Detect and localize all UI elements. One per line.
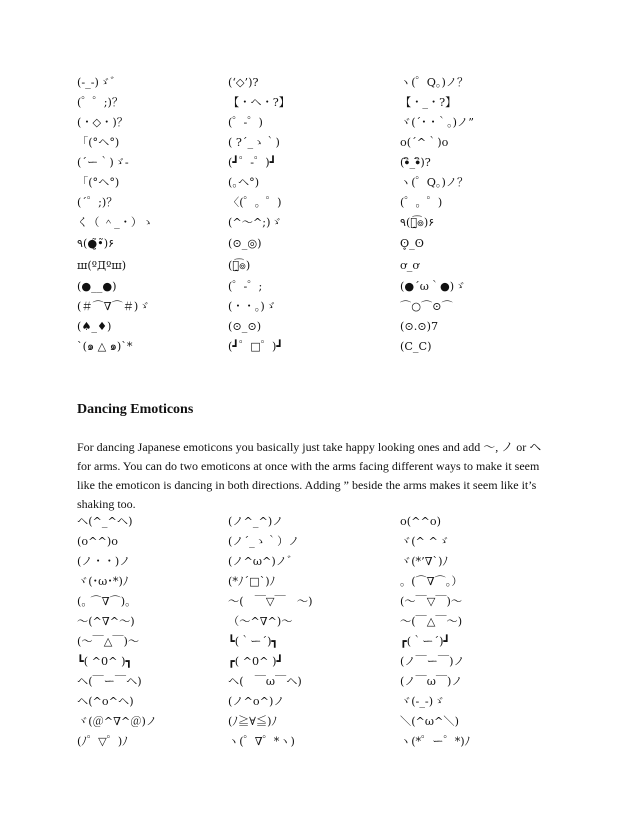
emoticon-cell: (๏̯͡๏): [228, 259, 251, 272]
table-row: [77, 133, 597, 153]
table-row: [77, 213, 597, 233]
emoticon-cell: ヘ(^o^ヘ): [77, 695, 134, 708]
emoticon-cell: ヘ(￣ー￣ヘ): [77, 675, 142, 688]
table-row: [77, 712, 597, 732]
table-row: [77, 672, 597, 692]
table-row: [77, 93, 597, 113]
table-row: [77, 592, 597, 612]
emoticon-cell: (●´ω｀●)ゞ: [400, 280, 466, 293]
table-row: [77, 532, 597, 552]
emoticon-cell: (⊙_⊙): [228, 320, 262, 333]
emoticon-cell: ヾ(･ω･*)ﾉ: [77, 575, 129, 588]
table-row: [77, 73, 597, 93]
emoticon-cell: (｡ヘ°): [228, 176, 260, 189]
table-row: [77, 277, 597, 297]
table-row: [77, 193, 597, 213]
emoticon-cell: (´ー｀)ゞ-: [77, 156, 129, 169]
emoticon-cell: （〜^∇^)〜: [228, 615, 293, 628]
emoticon-cell: ┏( ^0^ )┛: [228, 655, 284, 668]
table-row: [77, 632, 597, 652]
emoticon-cell: (‘◇’)?: [228, 76, 259, 89]
table-row: [77, 113, 597, 133]
table-row: [77, 173, 597, 193]
paragraph-line: For dancing Japanese emoticons you basically just take happy looking ones and add 〜, ノ or ヘ: [77, 440, 542, 454]
emoticon-cell: ヽ(゜∇゜*ヽ): [228, 735, 295, 748]
emoticon-cell: ヾ(*’∇`)ﾉ: [400, 555, 449, 568]
emoticon-cell: (ノ^_^)ノ: [228, 515, 284, 528]
emoticon-cell: ヾ(^ ^ゞ: [400, 535, 450, 548]
emoticon-cell: (ノ^ω^)ノ゛: [228, 555, 299, 568]
table-row: [77, 233, 597, 255]
emoticon-cell: (-_-)ゞ゛: [77, 76, 122, 89]
table-row: [77, 652, 597, 672]
emoticon-cell: 〜( ￣▽￣ 〜): [228, 595, 313, 608]
emoticon-cell: ヘ(^_^ヘ): [77, 515, 133, 528]
paragraph-line: shaking too.: [77, 497, 136, 511]
emoticon-cell: 「(°ヘ°): [77, 136, 120, 149]
emoticon-cell: (ノ´_ゝ｀）ノ: [228, 535, 300, 548]
emoticon-cell: く（ ＾_・）ゝ: [77, 216, 154, 229]
emoticon-cell: (ノ￣ω￣)ノ: [400, 675, 463, 688]
emoticon-cell: (ノ^o^)ノ: [228, 695, 285, 708]
emoticon-cell: (^〜^;)ゞ: [228, 216, 282, 229]
emoticon-cell: (ノ￣ー￣)ノ: [400, 655, 465, 668]
emoticon-table-dancing: [77, 512, 597, 752]
emoticon-cell: ( ?´_ゝ｀): [228, 136, 280, 149]
table-row: [77, 512, 597, 532]
table-row: [77, 297, 597, 317]
emoticon-cell: ヽ(゜Q。)ノ？: [400, 76, 469, 89]
emoticon-cell: (・◇・)？: [77, 116, 128, 129]
emoticon-cell: ┏(｀ー´)┛: [400, 635, 451, 648]
emoticon-cell: (•ิ_•ิ)?: [400, 156, 431, 169]
emoticon-cell: (・・。)ゞ: [228, 300, 276, 313]
emoticon-cell: (●__●): [77, 280, 117, 293]
emoticon-cell: (゜。゜): [400, 196, 443, 209]
table-row: [77, 732, 597, 752]
emoticon-cell: (゜-゜): [228, 116, 263, 129]
emoticon-cell: 【・_・?】: [400, 96, 457, 109]
emoticon-cell: 【・ヘ・?】: [228, 96, 290, 109]
emoticon-cell: ơ_ơ: [400, 259, 420, 272]
intro-paragraph: [77, 438, 567, 514]
table-row: [77, 552, 597, 572]
emoticon-cell: ヽ(゜Q。)ノ？: [400, 176, 469, 189]
emoticon-cell: (C_C): [400, 340, 432, 353]
emoticon-cell: (｡ ⌒∇⌒)｡: [77, 595, 131, 608]
table-row: [77, 153, 597, 173]
emoticon-cell: ʘ̥_ʘ: [400, 237, 424, 250]
emoticon-cell: ヾ(´･ ･｀｡)ノ”: [400, 116, 474, 129]
emoticon-cell: (ﾉ≧∀≦)ﾉ: [228, 715, 278, 728]
emoticon-cell: 。(⌒∇⌒｡）: [400, 575, 463, 588]
emoticon-cell: ヘ( ￣ω￣ヘ): [228, 675, 302, 688]
emoticon-cell: (⊙_◎): [228, 237, 262, 250]
emoticon-cell: ＼(^ω^＼): [400, 715, 459, 728]
emoticon-cell: (⊙.⊙)7: [400, 320, 439, 333]
emoticon-cell: (゜-゜;: [228, 280, 263, 293]
emoticon-cell: ⌒○⌒⊙⌒: [400, 300, 453, 313]
emoticon-cell: (＃⌒∇⌒＃)ゞ: [77, 300, 150, 313]
emoticon-cell: (♠_♦): [77, 320, 112, 333]
emoticon-cell: ┗(｀ー´)┓: [228, 635, 279, 648]
paragraph-line: for arms. You can do two emoticons at once with the arms facing different ways to make it seem: [77, 459, 540, 473]
emoticon-cell: (o^^)o: [77, 535, 118, 548]
emoticon-cell: (ノ・・)ノ: [77, 555, 131, 568]
emoticon-cell: `(๑ △ ๑)`*: [77, 340, 133, 353]
paragraph-line: like the emoticon is dancing in both directions. Adding ” beside the arms makes it seem like it’s: [77, 478, 537, 492]
table-row: [77, 572, 597, 592]
table-row: [77, 255, 597, 277]
emoticon-cell: ヾ(＠^∇^＠)ノ: [77, 715, 158, 728]
emoticon-cell: o(´^｀)o: [400, 136, 449, 149]
emoticon-cell: o(^^o): [400, 515, 441, 528]
section-heading: Dancing Emoticons: [77, 402, 194, 417]
emoticon-cell: (´゜;)？: [77, 196, 118, 209]
emoticon-cell: 〜(￣△￣〜): [400, 615, 463, 628]
emoticon-cell: ш(ºДºш): [77, 259, 127, 272]
emoticon-cell: ヽ(*゜ー゜*)ﾉ: [400, 735, 471, 748]
emoticon-cell: (┛゜□゜)┛: [228, 340, 284, 353]
emoticon-cell: ٩(●̮̮̃•̃)۶: [77, 237, 115, 250]
emoticon-cell: ヾ(-_-)ゞ: [400, 695, 445, 708]
emoticon-table-top: [77, 73, 597, 357]
table-row: [77, 317, 597, 337]
table-row: [77, 337, 597, 357]
emoticon-cell: 〈(゜。゜): [228, 196, 282, 209]
emoticon-cell: (┛゜-゜)┛: [228, 156, 277, 169]
table-row: [77, 612, 597, 632]
emoticon-cell: ┗( ^0^ )┓: [77, 655, 133, 668]
table-row: [77, 692, 597, 712]
emoticon-cell: (ﾉ゜▽゜)ﾉ: [77, 735, 128, 748]
emoticon-cell: (〜￣△￣)〜: [77, 635, 140, 648]
emoticon-cell: (゜゜;)？: [77, 96, 124, 109]
emoticon-cell: 「(°ヘ°): [77, 176, 120, 189]
emoticon-cell: (*ﾉ´□`)ﾉ: [228, 575, 276, 588]
emoticon-cell: 〜(^∇^〜): [77, 615, 135, 628]
emoticon-cell: (〜￣▽￣)〜: [400, 595, 463, 608]
emoticon-cell: ٩(๏̯͡๏)۶: [400, 216, 435, 229]
